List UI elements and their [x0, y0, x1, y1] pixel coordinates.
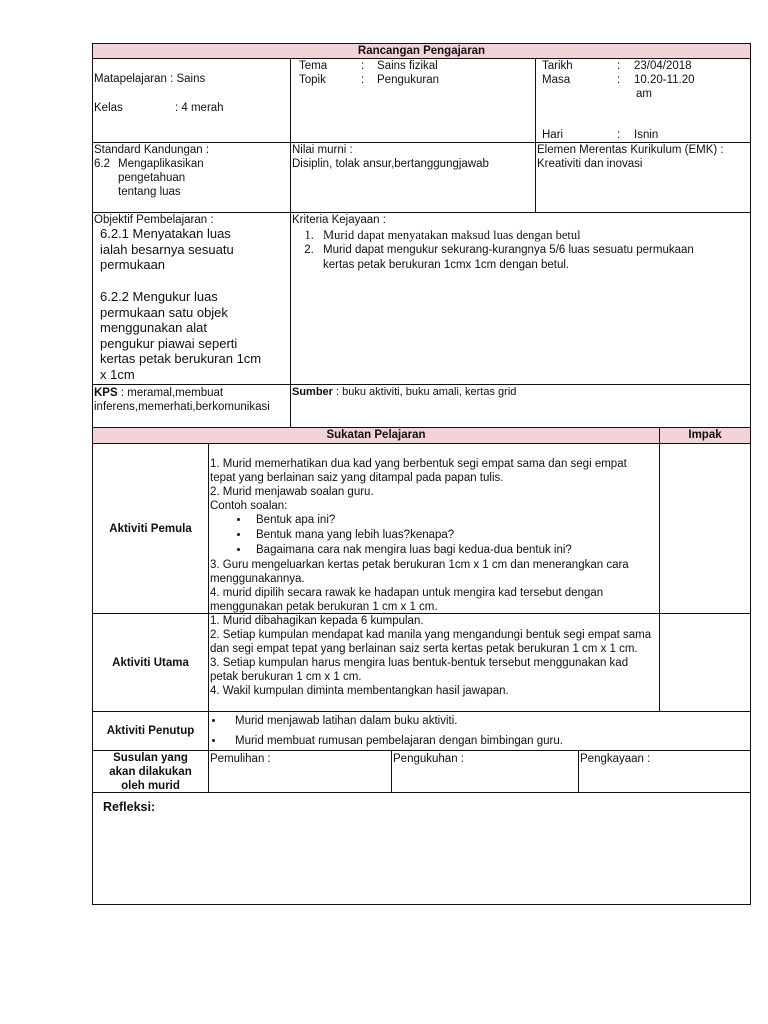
- pemulihan-cell: [208, 750, 392, 793]
- emk-cell: [535, 142, 751, 213]
- penutup-label-cell: [92, 711, 209, 751]
- objektif-cell: [92, 212, 291, 385]
- kps-label: KPS: [94, 387, 118, 399]
- objektif-item-2: 6.2.2 Mengukur luas permukaan satu objek menggunakan alat pengukur piawai seperti kertas petak berukuran 1cm x 1cm: [100, 289, 262, 382]
- tema-colon: :: [361, 60, 365, 72]
- tema-value: Sains fizikal: [377, 60, 438, 72]
- pemula-p4: 3. Guru mengeluarkan kertas petak berukuran 1cm x 1 cm dan menerangkan cara menggunakannya.: [210, 559, 629, 585]
- tarikh-colon: :: [617, 60, 621, 72]
- pemula-bullets: [210, 513, 654, 558]
- refleksi-label: Refleksi:: [103, 800, 156, 814]
- penutup-bullet-1: • Murid menjawab latihan dalam buku aktiviti.: [225, 714, 745, 728]
- kriteria-item-2: 2. Murid dapat mengukur sekurang-kurangnya 5/6 luas sesuatu permukaan kertas petak berukuran 1cmx 1cm dengan betul.: [317, 243, 727, 273]
- kriteria-list: [291, 228, 727, 273]
- pemula-bullet-1: • Bentuk apa ini?: [250, 513, 654, 528]
- sumber-text: [292, 385, 516, 399]
- hari-value: Isnin: [634, 129, 659, 141]
- standard-label: Standard Kandungan :: [94, 144, 210, 156]
- sumber-cell: [290, 384, 751, 428]
- masa-label: Masa: [542, 74, 571, 86]
- topik-value: Pengukuran: [377, 74, 440, 86]
- topik-colon: :: [361, 74, 365, 86]
- objektif-label: Objektif Pembelajaran :: [94, 214, 214, 226]
- utama-p2: 2. Setiap kumpulan mendapat kad manila yang mengandungi bentuk segi empat sama dan segi empat tepat yang berlainan saiz serta kertas petak berukuran 1 cm x 1 cm.: [210, 629, 652, 655]
- pengukuhan-cell: [391, 750, 579, 793]
- pemula-bullet-2: • Bentuk mana yang lebih luas?kenapa?: [250, 528, 654, 543]
- hari-colon: :: [617, 129, 621, 141]
- pengkayaan-cell: [578, 750, 751, 793]
- utama-p3: 3. Setiap kumpulan harus mengira luas bentuk-bentuk tersebut menggunakan kad petak berukuran 1 cm x 1 cm.: [210, 657, 629, 683]
- pengkayaan-label: Pengkayaan :: [580, 753, 651, 765]
- masa-colon: :: [617, 74, 621, 86]
- tema-label: Tema: [299, 60, 328, 72]
- emk-value: Kreativiti dan inovasi: [537, 158, 643, 170]
- pemula-label-cell: [92, 443, 209, 614]
- pemula-p2: 2. Murid menjawab soalan guru.: [210, 486, 374, 498]
- nilai-label: Nilai murni :: [292, 144, 353, 156]
- header-middle-cell: [290, 58, 536, 143]
- masa-value: 10.20-11.20: [634, 74, 695, 86]
- topik-label: Topik: [299, 74, 326, 86]
- kps-cell: [92, 384, 291, 428]
- sumber-label: Sumber: [292, 386, 333, 398]
- utama-content-cell: [208, 613, 660, 712]
- kriteria-cell: [290, 212, 751, 385]
- pemulihan-label: Pemulihan :: [210, 753, 271, 765]
- sukatan-title: Sukatan Pelajaran: [326, 429, 426, 441]
- refleksi-cell: [92, 792, 751, 905]
- impak-title: Impak: [688, 429, 722, 441]
- header-left-cell: [92, 58, 291, 143]
- class-value: : 4 merah: [175, 102, 224, 114]
- tarikh-value: 23/04/2018: [634, 60, 692, 72]
- standard-line-2: pengetahuan: [118, 172, 186, 184]
- hari-label: Hari: [542, 129, 564, 141]
- nilai-cell: [290, 142, 536, 213]
- emk-label: Elemen Merentas Kurikulum (EMK) :: [537, 144, 724, 156]
- pemula-bullet-3: • Bagaimana cara nak mengira luas bagi kedua-dua bentuk ini?: [250, 543, 654, 558]
- standard-number: 6.2: [94, 158, 110, 170]
- standard-line-1: Mengaplikasikan: [118, 158, 204, 170]
- penutup-bullets: [209, 714, 745, 748]
- pemula-p5: 4. murid dipilih secara rawak ke hadapan untuk mengira kad tersebut dengan menggunakan petak berukuran 1 cm x 1 cm.: [210, 587, 604, 613]
- pemula-p1: 1. Murid memerhatikan dua kad yang berbentuk segi empat sama dan segi empat tepat yang berlainan saiz yang ditampal pada papan tulis.: [210, 458, 627, 484]
- kriteria-label: Kriteria Kejayaan :: [292, 214, 386, 226]
- sukatan-header: [92, 427, 660, 444]
- utama-label-cell: [92, 613, 209, 712]
- standard-cell: [92, 142, 291, 213]
- penutup-content-cell: [208, 711, 751, 751]
- kps-text: [94, 386, 290, 414]
- page-title: Rancangan Pengajaran: [357, 45, 486, 57]
- penutup-label: Aktiviti Penutup: [106, 725, 195, 737]
- header-right-cell: [535, 58, 751, 143]
- pemula-content: [210, 457, 654, 614]
- class-label: Kelas: [94, 102, 123, 114]
- pengukuhan-label: Pengukuhan :: [393, 753, 464, 765]
- nilai-value: Disiplin, tolak ansur,bertanggungjawab: [292, 158, 489, 170]
- utama-label: Aktiviti Utama: [112, 656, 189, 669]
- penutup-bullet-2: • Murid membuat rumusan pembelajaran dengan bimbingan guru.: [225, 734, 745, 748]
- masa-suffix: am: [636, 88, 652, 100]
- susulan-label-cell: [92, 750, 209, 793]
- pemula-impak-cell: [659, 443, 751, 614]
- standard-line-3: tentang luas: [118, 186, 181, 198]
- kriteria-item-1: 1. Murid dapat menyatakan maksud luas dengan betul: [317, 228, 727, 243]
- susulan-label: Susulan yang akan dilakukan oleh murid: [109, 751, 192, 792]
- sumber-value: : buku aktiviti, buku amali, kertas grid: [332, 386, 517, 398]
- kps-value: : meramal,membuat inferens,memerhati,berkomunikasi: [94, 387, 270, 413]
- subject-text: Matapelajaran : Sains: [94, 73, 206, 85]
- utama-impak-cell: [659, 613, 751, 712]
- pemula-p3: Contoh soalan:: [210, 500, 288, 512]
- utama-p1: 1. Murid dibahagikan kepada 6 kumpulan.: [210, 615, 424, 627]
- pemula-content-cell: [208, 443, 660, 614]
- utama-content: [210, 614, 656, 698]
- impak-header: [659, 427, 751, 444]
- utama-p4: 4. Wakil kumpulan diminta membentangkan hasil jawapan.: [210, 685, 509, 697]
- tarikh-label: Tarikh: [542, 60, 573, 72]
- objektif-item-1: 6.2.1 Menyatakan luas ialah besarnya sesuatu permukaan: [100, 226, 234, 272]
- pemula-label: Aktiviti Pemula: [109, 522, 192, 535]
- title-bar: [92, 43, 751, 59]
